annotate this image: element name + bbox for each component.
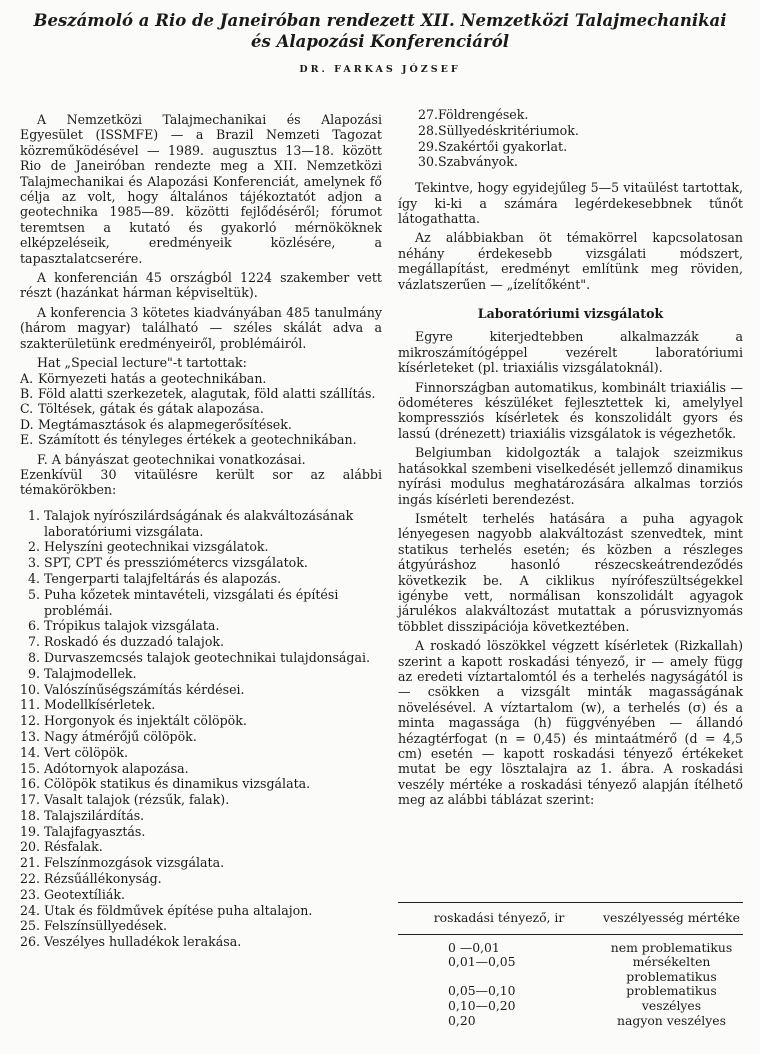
- table-row: [398, 955, 743, 984]
- topic-item: [418, 154, 743, 170]
- paragraph: Egyre kiterjedtebben alkalmazzák a mikroszámítógéppel vezérelt laboratóriumi kísérleteket (pl. triaxiális vizsgálatoknál).: [398, 329, 743, 376]
- paragraph: Finnországban automatikus, kombinált triaxiális — ödométeres készüléket fejlesztettek ki, amelylyel kompressziós kísérletek és konszolidált gyors és lassú (drénezett) triaxiális vizsgálatok is végezhetők.: [398, 379, 743, 441]
- topic-text: Roskadó és duzzadó talajok.: [44, 634, 225, 650]
- list-item: C. Töltések, gátak és gátak alapozása.: [20, 401, 264, 417]
- topic-number: 17.: [20, 792, 45, 808]
- topic-item: [418, 107, 743, 123]
- topic-number: 15.: [20, 760, 45, 776]
- topic-number: 27.: [418, 107, 443, 122]
- topic-item: [20, 918, 382, 934]
- topic-number: 1.: [27, 507, 44, 523]
- table-cell-range: 0,20: [448, 1012, 476, 1028]
- list-item: B. Föld alatti szerkezetek, alagutak, föld alatti szállítás.: [20, 385, 376, 401]
- table-cell-risk: veszélyes: [641, 997, 702, 1013]
- topic-item: [20, 761, 382, 777]
- topic-item: [20, 713, 382, 729]
- topic-item: [20, 571, 382, 587]
- section-heading: Laboratóriumi vizsgálatok: [477, 306, 664, 322]
- paragraph: A konferencián 45 országból 1224 szakember vett részt (hazánkat hárman képviseltük).: [20, 270, 382, 301]
- topic-number: 21.: [20, 855, 45, 871]
- topic-text: Trópikus talajok vizsgálata.: [44, 618, 220, 634]
- paragraph: Tekintve, hogy egyidejűleg 5—5 vitaülést tartottak, így ki-ki a számára legérdekesebbnek tűnőt látogathatta.: [398, 180, 743, 226]
- table-cell-risk: mérsékelten problematikus: [626, 954, 717, 984]
- left-column: [20, 112, 382, 950]
- article-title: [0, 10, 760, 52]
- topic-text: Horgonyok és injektált cölöpök.: [44, 713, 247, 729]
- topic-number: 23.: [20, 886, 45, 902]
- topic-text: Rézsűállékonyság.: [44, 871, 162, 887]
- topic-list-continued: [418, 107, 743, 170]
- topic-number: 25.: [20, 918, 45, 934]
- table-row: [398, 999, 743, 1014]
- topic-number: 18.: [20, 807, 45, 823]
- topic-number: 8.: [27, 649, 44, 665]
- topic-item: [20, 729, 382, 745]
- topic-number: 29.: [418, 138, 443, 154]
- topic-text: Felszínsüllyedések.: [44, 918, 168, 934]
- topic-number: 24.: [20, 902, 45, 918]
- topic-text: Vasalt talajok (rézsűk, falak).: [44, 792, 230, 808]
- topic-text: Modellkísérletek.: [44, 697, 156, 713]
- table-row: [398, 934, 743, 955]
- paragraph: Belgiumban kidolgozták a talajok szeizmikus hatásokkal szembeni viselkedését jellemző dinamikus nyírási modulus meghatározására alkalmas torziós ingás kísérleti berendezést.: [398, 445, 743, 507]
- topic-text: Vert cölöpök.: [44, 744, 128, 760]
- topic-number: 14.: [20, 744, 45, 760]
- topic-item: [20, 650, 382, 666]
- topic-number: 7.: [27, 634, 44, 650]
- title-line-1: Beszámoló a Rio de Janeiróban rendezett XII. Nemzetközi Talajmechanikai: [33, 11, 727, 30]
- topic-number: 2.: [27, 539, 44, 555]
- table-row: [398, 984, 743, 999]
- topic-number: 16.: [20, 776, 45, 792]
- topic-item: [20, 855, 382, 871]
- collapse-risk-table: [398, 902, 743, 1028]
- topic-item: [20, 776, 382, 792]
- author-name: DR. FARKAS JÓZSEF: [299, 64, 461, 75]
- topic-text: Szakértői gyakorlat.: [438, 138, 568, 154]
- paragraph: A konferencia 3 kötetes kiadványában 485 tanulmány (három magyar) található — széles skálát adva a szakterületünk eredményeiről, problémáiról.: [20, 304, 382, 351]
- topic-item: [20, 666, 382, 682]
- topic-number: 30.: [418, 154, 443, 170]
- table-header: veszélyesség mértéke: [600, 903, 743, 935]
- paragraph: Az alábbiakban öt témakörrel kapcsolatosan néhány érdekesebb vizsgálati módszert, megállapítást, eredményt említünk meg röviden, vázlatszerűen — „ízelítőként".: [398, 230, 743, 292]
- topic-number: 9.: [27, 665, 44, 681]
- table-cell-risk: problematikus: [626, 983, 717, 999]
- topic-item: [418, 123, 743, 139]
- table-cell-risk: nem problematikus: [610, 939, 733, 955]
- topic-text: Geotextíliák.: [44, 886, 125, 902]
- list-item: A. Környezeti hatás a geotechnikában.: [20, 370, 267, 386]
- topic-item: [418, 139, 743, 155]
- topic-text: Nagy átmérőjű cölöpök.: [44, 728, 197, 744]
- paragraph: Hat „Special lecture"-t tartottak:: [37, 355, 247, 371]
- topic-item: [20, 618, 382, 634]
- table-cell-risk: nagyon veszélyes: [617, 1012, 726, 1028]
- topic-item: [20, 824, 382, 840]
- topic-number: 13.: [20, 728, 45, 744]
- topic-number: 28.: [418, 122, 443, 138]
- special-lecture-list: [20, 371, 382, 448]
- topic-item: [20, 887, 382, 903]
- topic-number: 19.: [20, 823, 45, 839]
- topic-number: 6.: [27, 618, 44, 634]
- topic-number: 22.: [20, 871, 45, 887]
- topic-number: 4.: [27, 570, 44, 586]
- topic-text: Utak és földművek építése puha altalajon.: [44, 902, 313, 918]
- topic-item: [20, 508, 382, 540]
- topic-item: [20, 903, 382, 919]
- title-line-2: és Alapozási Konferenciáról: [251, 32, 509, 51]
- topic-item: [20, 792, 382, 808]
- topic-text: Süllyedéskritériumok.: [438, 122, 579, 138]
- topic-item: [20, 839, 382, 855]
- topic-item: [20, 539, 382, 555]
- topic-text: Valószínűségszámítás kérdései.: [44, 681, 245, 697]
- topic-item: [20, 871, 382, 887]
- topic-text: Talajfagyasztás.: [44, 823, 146, 839]
- list-item: D. Megtámasztások és alapmegerősítések.: [20, 416, 292, 432]
- topic-number: 11.: [20, 697, 45, 713]
- topic-text: Szabványok.: [438, 154, 518, 170]
- table-row: [398, 1014, 743, 1029]
- right-column: [398, 107, 743, 812]
- topic-number: 20.: [20, 839, 45, 855]
- topic-item: [20, 634, 382, 650]
- paragraph: A Nemzetközi Talajmechanikai és Alapozási Egyesület (ISSMFE) — a Brazil Nemzeti Tagozat közreműködésével — 1989. augusztus 13—18. között Rio de Janeiróban rendezte meg a XII. Nemzetközi Talajmechanikai és Alapozási Konferenciát, amelynek fő célja az volt, hogy általános tájékoztatót adjon a geotechnika 1985—89. közötti fejlődéséről; fórumot teremtsen a kutató és gyakorló mérnököknek elképzeléseik, eredményeik közlésére, a tapasztalatcserére.: [20, 112, 382, 266]
- topic-text: Durvaszemcsés talajok geotechnikai tulajdonságai.: [44, 649, 371, 665]
- topic-item: [20, 682, 382, 698]
- topic-text: SPT, CPT és pressziómétercs vizsgálatok.: [44, 555, 308, 571]
- topic-item: [20, 555, 382, 571]
- topic-text: Helyszíni geotechnikai vizsgálatok.: [44, 539, 269, 555]
- topic-number: 3.: [27, 555, 44, 571]
- topic-number: 12.: [20, 713, 45, 729]
- topic-text: Adótornyok alapozása.: [44, 760, 189, 776]
- topic-text: Felszínmozgások vizsgálata.: [44, 855, 225, 871]
- topic-text: Földrengések.: [438, 107, 529, 122]
- paragraph: Ismételt terhelés hatására a puha agyagok lényegesen nagyobb alakváltozást szenvedtek, mint statikus terhelés esetén; és közben a részleges átgyúráshoz hasonló részecskeátrendeződés következik be. A ciklikus nyírófeszültségekkel igénybe vett, normálisan konszolidált agyagok járulékos alakváltozást mutattak a pórusviznyomás többlet disszipációja következtében.: [398, 510, 743, 634]
- topic-item: [20, 934, 382, 950]
- topic-text: Veszélyes hulladékok lerakása.: [44, 934, 242, 950]
- topic-item: [20, 587, 382, 619]
- topic-text: Résfalak.: [44, 839, 103, 855]
- topic-item: [20, 745, 382, 761]
- table-cell-range: 0,05—0,10: [448, 983, 516, 999]
- list-item: E. Számított és tényleges értékek a geotechnikában.: [20, 432, 357, 448]
- topic-text: Talajmodellek.: [44, 665, 137, 681]
- topic-list: [20, 508, 382, 950]
- topic-text: Cölöpök statikus és dinamikus vizsgálata.: [44, 776, 311, 792]
- table-cell-range: 0,01—0,05: [448, 954, 516, 970]
- topic-number: 10.: [20, 681, 45, 697]
- paragraph: A roskadó löszökkel végzett kísérletek (Rizkallah) szerint a kapott roskadási tényező, ir — amely függ az eredeti víztartalomtól és a terhelés nagyságától is — csökken a vizsgált minták magasságának növelésével. A víztartalom (w), a terhelés (σ) és a minta magassága (h) függvényében — állandó hézagtérfogat (n = 0,45) és mintaátmérő (d = 4,5 cm) esetén — kapott roskadási tényező értékeket mutat be egy lösztalajra az 1. ábra. A roskadási veszély mértéke a roskadási tényező alapján ítélhető meg az alábbi táblázat szerint:: [398, 638, 743, 808]
- topic-text: Talajok nyírószilárdságának és alakváltozásának laboratóriumi vizsgálata.: [44, 507, 354, 539]
- topic-number: 26.: [20, 934, 45, 950]
- topic-text: Puha kőzetek mintavételi, vizsgálati és építési problémái.: [44, 586, 339, 618]
- table-cell-range: 0,10—0,20: [448, 997, 516, 1013]
- paragraph: Ezenkívül 30 vitaülésre került sor az alábbi témakörökben:: [20, 466, 382, 498]
- table-cell-range: 0 —0,01: [448, 939, 500, 955]
- topic-item: [20, 808, 382, 824]
- topic-item: [20, 697, 382, 713]
- table-header: roskadási tényező, ir: [398, 903, 600, 935]
- topic-number: 5.: [27, 586, 44, 602]
- topic-text: Tengerparti talajfeltárás és alapozás.: [44, 570, 282, 586]
- paragraph: F. A bányászat geotechnikai vonatkozásai.: [37, 451, 306, 467]
- topic-text: Talajszilárdítás.: [44, 807, 145, 823]
